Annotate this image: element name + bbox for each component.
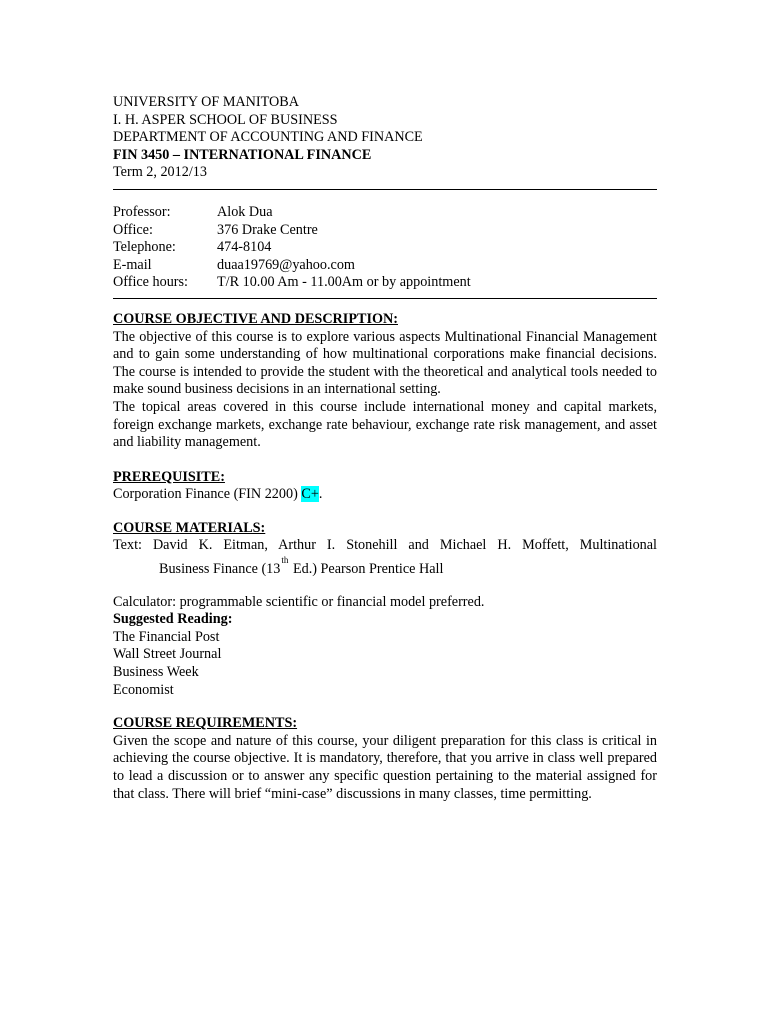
term: Term 2, 2012/13 [113,164,207,181]
contact-row-office [113,222,657,240]
contact-value: 474-8104 [217,239,272,256]
prerequisite-text [113,486,657,504]
school-name: I. H. ASPER SCHOOL OF BUSINESS [113,111,338,128]
contact-label: Telephone: [113,239,176,256]
section-heading: PREREQUISITE: [113,468,225,485]
requirements-paragraph: Given the scope and nature of this course, your diligent preparation for this class is critical in achieving the course objective. It is mandatory, therefore, that you arrive in class well prepared to lead a discussion or to answer any specific question pertaining to the material assigned for that class. There will brief “mini-case” discussions in many classes, time permitting. [113,732,657,802]
section-heading: COURSE MATERIALS: [113,519,266,536]
contact-label: Office hours: [113,274,188,291]
textbook-title: Business Finance (13 [159,561,281,578]
department-name: DEPARTMENT OF ACCOUNTING AND FINANCE [113,129,423,146]
university-name: UNIVERSITY OF MANITOBA [113,94,300,110]
section-heading: COURSE OBJECTIVE AND DESCRIPTION: [113,310,398,327]
calculator-note: Calculator: programmable scientific or financial model preferred. [113,593,485,610]
contact-block [113,204,657,292]
divider [113,298,657,299]
contact-row-email [113,257,657,275]
prerequisite-period: . [318,486,323,503]
edition-superscript: th [281,555,289,566]
contact-label: Professor: [113,203,171,220]
section-objective [113,311,657,452]
course-title: FIN 3450 – INTERNATIONAL FINANCE [113,146,372,163]
suggested-reading-heading: Suggested Reading: [113,611,233,628]
reading-item: The Financial Post [113,628,220,645]
contact-value: T/R 10.00 Am - 11.00Am or by appointment [217,274,471,291]
section-requirements [113,715,657,803]
textbook-publisher: Ed.) Pearson Prentice Hall [289,561,444,578]
prerequisite-grade-highlight: C+ [301,486,319,503]
prerequisite-course: Corporation Finance (FIN 2200) [113,486,302,503]
objective-paragraph: The objective of this course is to explore various aspects Multinational Financial Management and to gain some understanding of how multinational corporations make financial decisions. The course is intended to provide the student with the theoretical and analytical tools needed to make sound business decisions in an international setting. [113,328,657,398]
contact-label: E-mail [113,256,152,273]
contact-row-telephone [113,239,657,257]
textbook-continuation [113,555,657,580]
contact-value: duaa19769@yahoo.com [217,256,355,273]
divider [113,189,657,190]
section-heading: COURSE REQUIREMENTS: [113,715,298,732]
contact-value: Alok Dua [217,203,273,220]
contact-label: Office: [113,221,153,238]
contact-row-office-hours [113,274,657,292]
reading-item: Business Week [113,664,199,681]
section-materials [113,520,657,699]
textbook-line: Text: David K. Eitman, Arthur I. Stonehill and Michael H. Moffett, Multinational [113,537,657,554]
contact-value: 376 Drake Centre [217,221,318,238]
reading-item: Wall Street Journal [113,646,222,663]
topics-paragraph: The topical areas covered in this course include international money and capital markets, foreign exchange markets, exchange rate behaviour, exchange rate risk management, and asset and liability management. [113,398,657,451]
document-header [113,94,657,182]
reading-item: Economist [113,681,174,698]
contact-row-professor [113,204,657,222]
section-prerequisite [113,469,657,504]
document-page [113,94,657,803]
